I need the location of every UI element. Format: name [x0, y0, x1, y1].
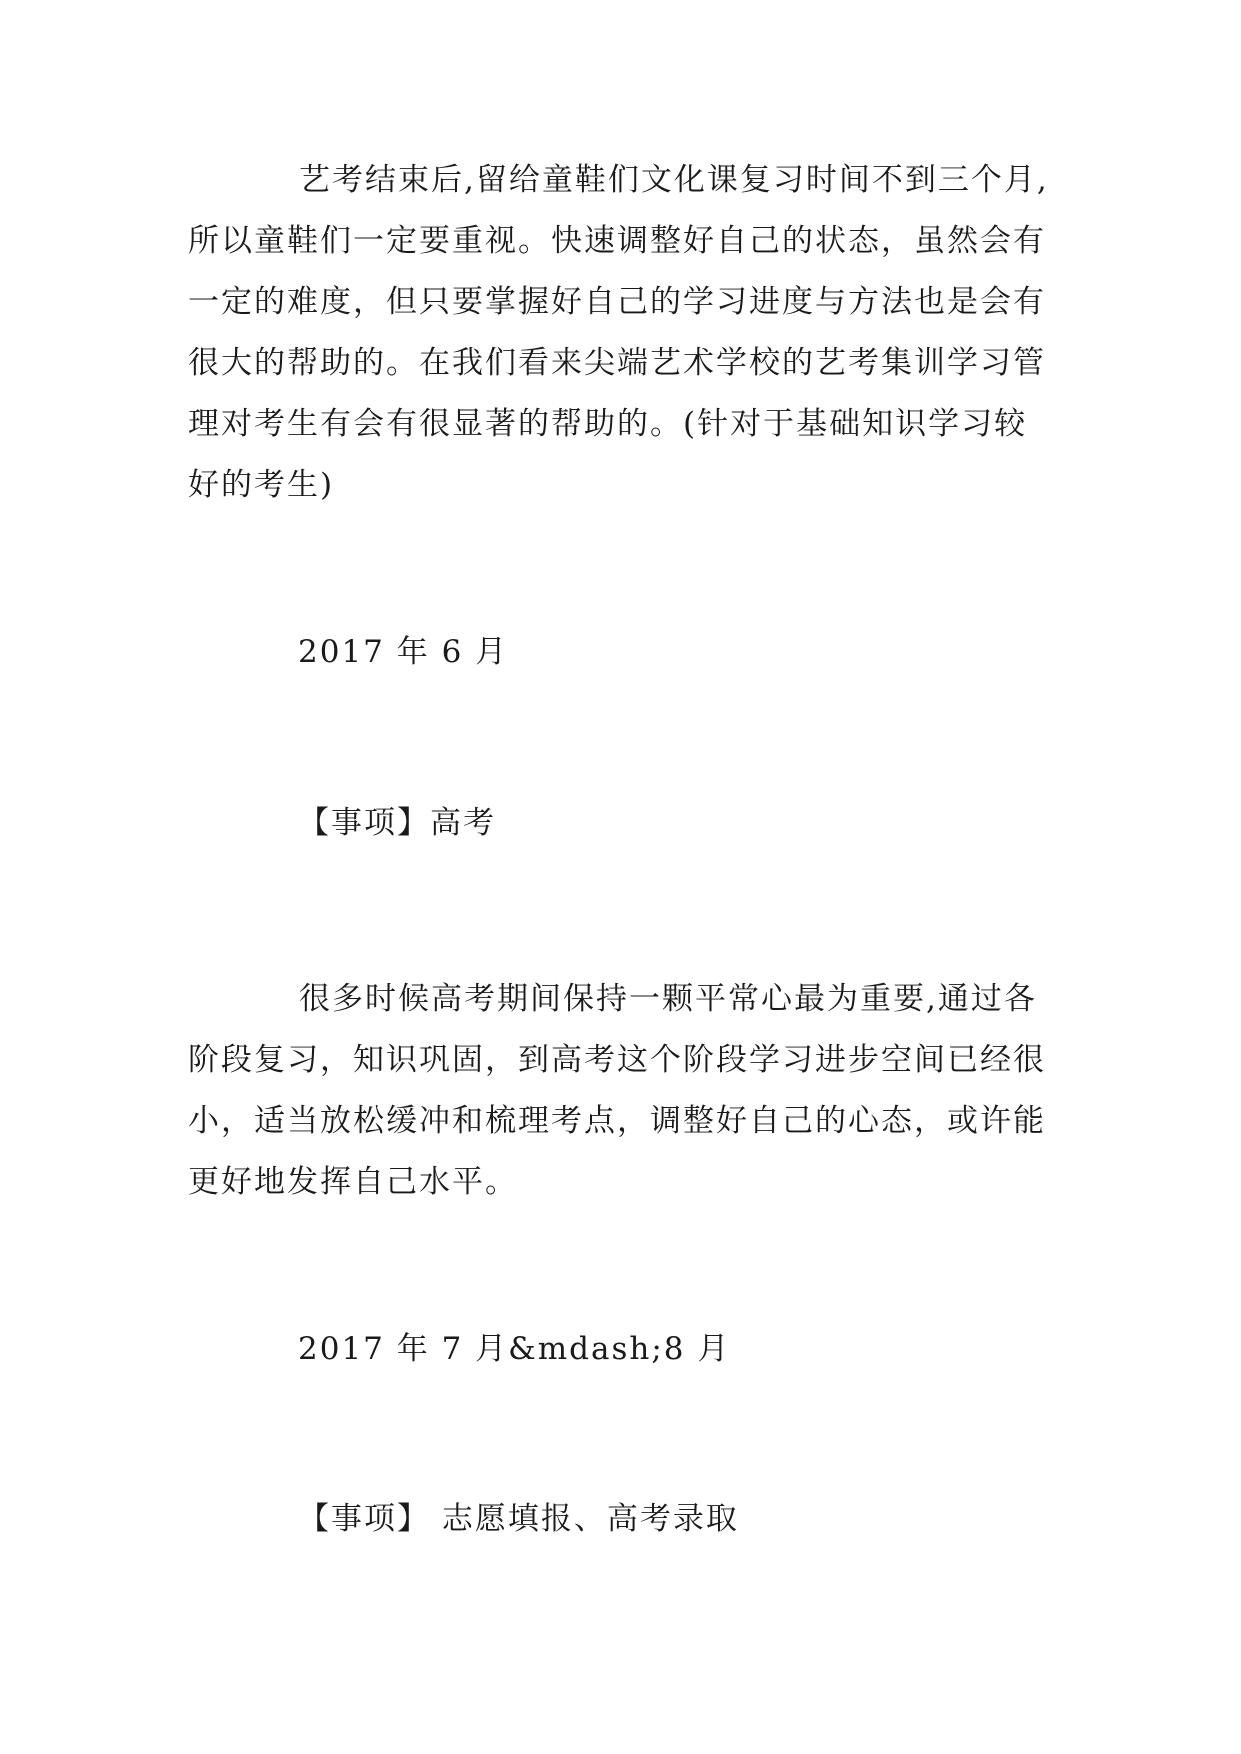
paragraph-line: 艺考结束后,留给童鞋们文化课复习时间不到三个月, — [299, 162, 1049, 198]
paragraph-line: 阶段复习，知识巩固，到高考这个阶段学习进步空间已经很 — [188, 1042, 1046, 1078]
paragraph-mindset — [188, 969, 1046, 1213]
paragraph-line: 更好地发挥自己水平。 — [188, 1164, 518, 1200]
item-application-admission: 【事项】 志愿填报、高考录取 — [298, 1501, 739, 1537]
paragraph-line: 好的考生) — [188, 467, 335, 503]
paragraph-art-exam — [188, 150, 1049, 516]
item-gaokao: 【事项】高考 — [298, 805, 496, 841]
paragraph-line: 理对考生有会有很显著的帮助的。(针对于基础知识学习较 — [188, 406, 1028, 442]
paragraph-line: 很大的帮助的。在我们看来尖端艺术学校的艺考集训学习管 — [188, 345, 1046, 381]
paragraph-line: 所以童鞋们一定要重视。快速调整好自己的状态，虽然会有 — [188, 223, 1046, 259]
date-july-august: 2017 年 7 月&mdash;8 月 — [298, 1331, 731, 1367]
paragraph-line: 小，适当放松缓冲和梳理考点，调整好自己的心态，或许能 — [188, 1103, 1046, 1139]
paragraph-line: 很多时候高考期间保持一颗平常心最为重要,通过各 — [299, 981, 1037, 1017]
paragraph-line: 一定的难度，但只要掌握好自己的学习进度与方法也是会有 — [188, 284, 1046, 320]
date-june: 2017 年 6 月 — [298, 634, 509, 670]
